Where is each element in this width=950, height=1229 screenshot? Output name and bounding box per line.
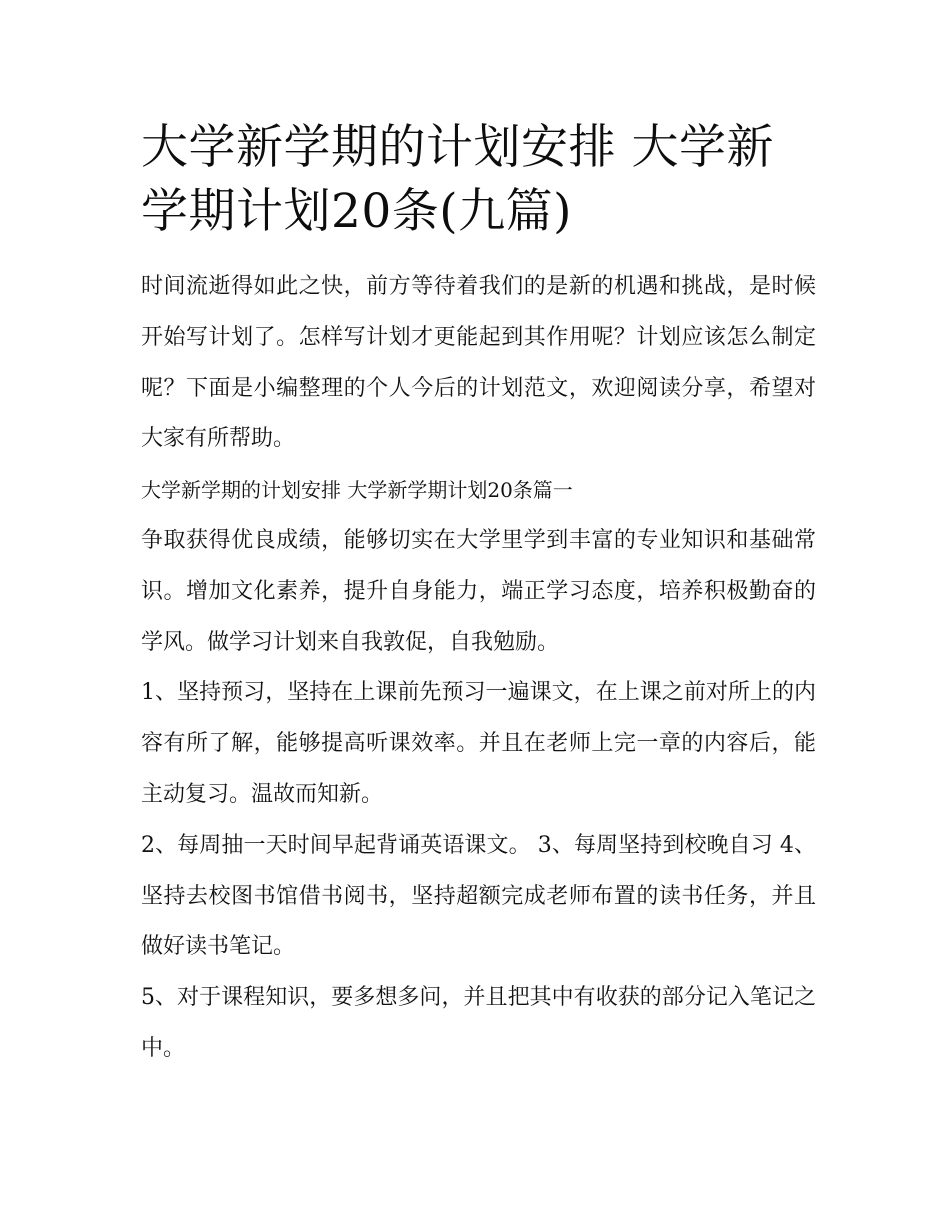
document-body xyxy=(141,262,816,1075)
document-page xyxy=(141,116,816,1075)
body-paragraph: 2、每周抽一天时间早起背诵英语课文。 3、每周坚持到校晚自习 4、坚持去校图书馆借书阅书，坚持超额完成老师布置的读书任务，并且做好读书笔记。 xyxy=(141,832,816,960)
document-title: 大学新学期的计划安排 大学新学期计划20条(九篇) xyxy=(141,120,774,239)
body-paragraph: 争取获得优良成绩，能够切实在大学里学到丰富的专业知识和基础常识。增加文化素养，提升自身能力，端正学习态度，培养积极勤奋的学风。做学习计划来自我敦促，自我勉励。 xyxy=(141,527,816,655)
body-paragraph: 1、坚持预习，坚持在上课前先预习一遍课文，在上课之前对所上的内容有所了解，能够提高听课效率。并且在老师上完一章的内容后，能主动复习。温故而知新。 xyxy=(141,680,816,807)
section-heading: 大学新学期的计划安排 大学新学期计划20条篇一 xyxy=(141,478,573,503)
intro-paragraph: 时间流逝得如此之快，前方等待着我们的是新的机遇和挑战，是时候开始写计划了。怎样写计划才更能起到其作用呢？计划应该怎么制定呢？下面是小编整理的个人今后的计划范文，欢迎阅读分享，希望对大家有所帮助。 xyxy=(141,274,816,452)
body-paragraph: 5、对于课程知识，要多想多问，并且把其中有收获的部分记入笔记之中。 xyxy=(141,985,816,1061)
